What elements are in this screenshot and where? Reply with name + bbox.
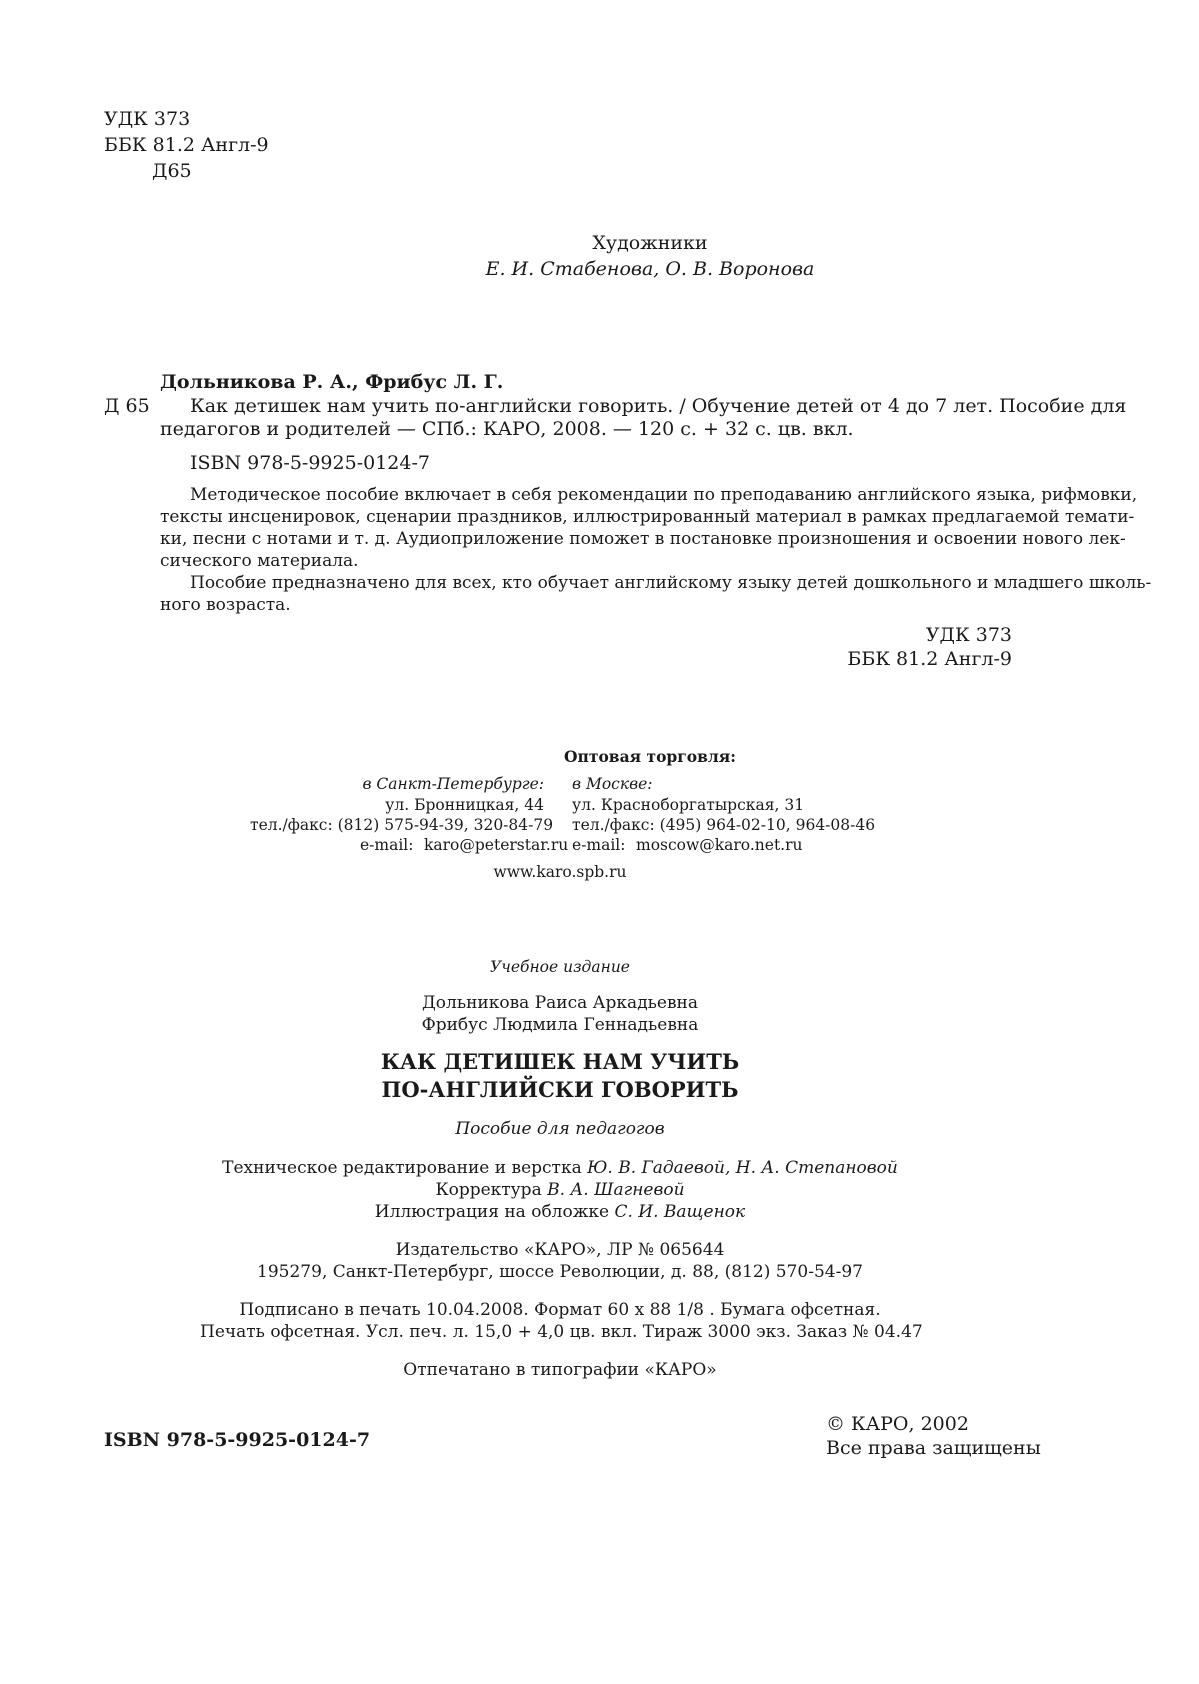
abstract-line: сического материала. <box>160 551 359 571</box>
rights-reserved: Все права защищены <box>826 1437 1041 1459</box>
cover-label: Иллюстрация на обложке <box>374 1202 615 1222</box>
tech-edit-label: Техническое редактирование и верстка <box>222 1158 588 1178</box>
print-details-line1: Подписано в печать 10.04.2008. Формат 60 х 88 1/8 . Бумага офсетная. <box>239 1300 881 1320</box>
footer-isbn: ISBN 978-5-9925-0124-7 <box>104 1429 371 1451</box>
book-title-line1: КАК ДЕТИШЕК НАМ УЧИТЬ <box>380 1049 740 1074</box>
abstract-line: ки, песни с нотами и т. д. Аудиоприложение поможет в постановке произношения и освоении нового лек- <box>160 529 1126 549</box>
copyright: © КАРО, 2002 <box>826 1413 969 1435</box>
catalog-authors: Дольникова Р. А., Фрибус Л. Г. <box>160 371 504 393</box>
edition-type: Учебное издание <box>490 958 630 976</box>
moscow-address: ул. Красноборгатырская, 31 <box>572 796 805 814</box>
spb-city: в Санкт-Петербурге: <box>362 775 544 793</box>
catalog-bbk: ББК 81.2 Англ-9 <box>847 648 1012 670</box>
proof-name: В. А. Шагневой <box>547 1180 685 1200</box>
author-full-name: Фрибус Людмила Геннадьевна <box>421 1015 699 1035</box>
proof-label: Корректура <box>435 1180 548 1200</box>
website-link[interactable]: www.karo.spb.ru <box>493 863 627 881</box>
catalog-code: Д 65 <box>104 395 150 417</box>
moscow-phone: тел./факс: (495) 964-02-10, 964-08-46 <box>572 816 876 834</box>
book-title-line2: ПО-АНГЛИЙСКИ ГОВОРИТЬ <box>381 1077 739 1102</box>
catalog-description-line1: Как детишек нам учить по-английски говорить. / Обучение детей от 4 до 7 лет. Пособие для <box>190 395 1127 417</box>
tech-edit-names: Ю. В. Гадаевой, Н. А. Степановой <box>587 1158 898 1178</box>
publisher-license: Издательство «КАРО», ЛР № 065644 <box>395 1240 725 1260</box>
spb-address: ул. Бронницкая, 44 <box>385 796 544 814</box>
catalog-description-line2: педагогов и родителей — СПб.: КАРО, 2008. — 120 с. + 32 с. цв. вкл. <box>160 418 854 440</box>
catalog-isbn: ISBN 978-5-9925-0124-7 <box>190 452 430 474</box>
abstract-line: тексты инсценировок, сценарии праздников, иллюстрированный материал в рамках предлагаемой темати- <box>160 507 1135 527</box>
author-full-name: Дольникова Раиса Аркадьевна <box>421 993 699 1013</box>
moscow-email[interactable]: moscow@karo.net.ru <box>636 836 803 854</box>
print-details-line2: Печать офсетная. Усл. печ. л. 15,0 + 4,0 цв. вкл. Тираж 3000 экз. Заказ № 04.47 <box>200 1322 923 1342</box>
abstract-line: Методическое пособие включает в себя рекомендации по преподаванию английского языка, рифмовки, <box>190 485 1138 505</box>
moscow-email-label: e-mail: <box>572 836 626 854</box>
artists-names: Е. И. Стабенова, О. В. Воронова <box>485 258 815 280</box>
author-mark-top: Д65 <box>152 160 192 182</box>
spb-phone: тел./факс: (812) 575-94-39, 320-84-79 <box>250 816 554 834</box>
printed-at: Отпечатано в типографии «КАРО» <box>403 1360 717 1380</box>
publisher-address: 195279, Санкт-Петербург, шоссе Революции, д. 88, (812) 570-54-97 <box>257 1262 863 1282</box>
cover-illustration-credit <box>200 1201 920 1224</box>
udk-top: УДК 373 <box>104 108 191 130</box>
cover-name: С. И. Ващенок <box>614 1202 746 1222</box>
book-subtitle: Пособие для педагогов <box>455 1119 665 1139</box>
spb-email-label: e-mail: <box>360 836 414 854</box>
abstract-line: Пособие предназначено для всех, кто обучает английскому языку детей дошкольного и младшего школь- <box>190 573 1152 593</box>
catalog-udk: УДК 373 <box>925 624 1012 646</box>
abstract-line: ного возраста. <box>160 595 291 615</box>
bbk-top: ББК 81.2 Англ-9 <box>104 134 269 156</box>
moscow-city: в Москве: <box>572 775 653 793</box>
wholesale-heading: Оптовая торговля: <box>564 747 736 766</box>
spb-email[interactable]: karo@peterstar.ru <box>424 836 569 854</box>
tech-edit-credit <box>200 1157 920 1180</box>
proofreading-credit <box>200 1179 920 1202</box>
artists-label: Художники <box>592 232 708 254</box>
